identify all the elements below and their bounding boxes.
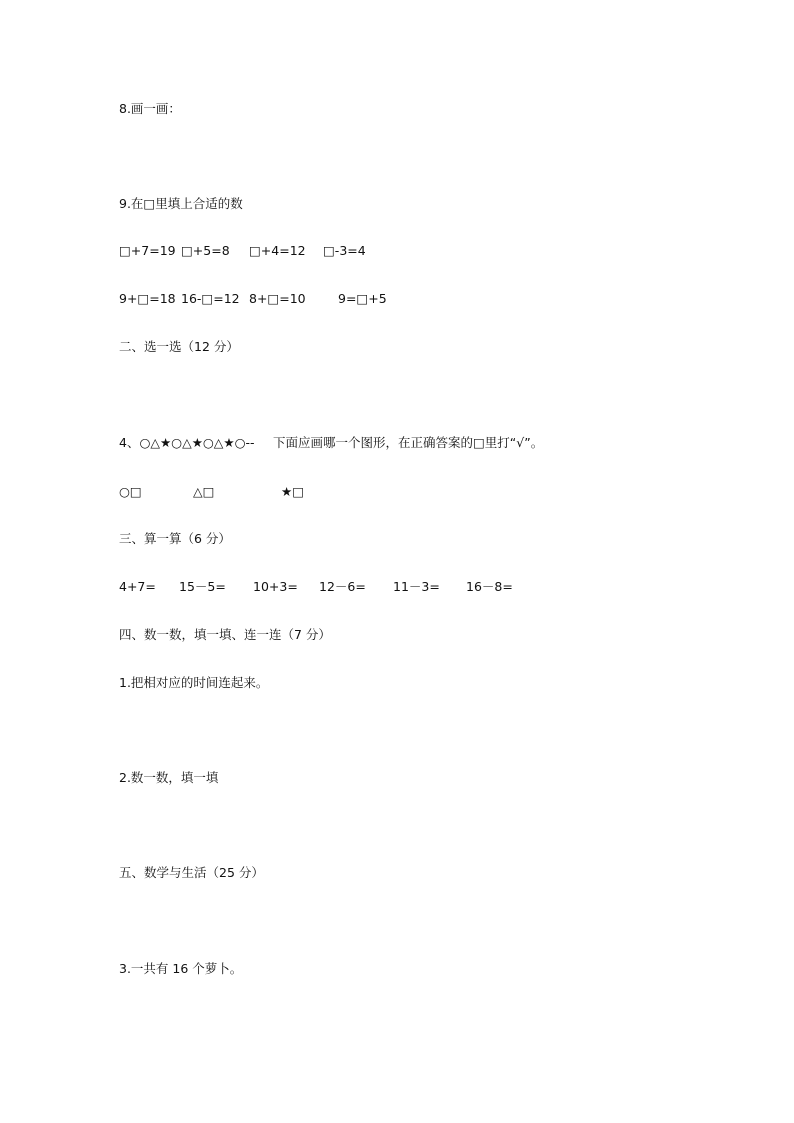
equation: □+7=19	[119, 243, 176, 258]
section-5-q3: 3.一共有 16 个萝卜。	[119, 961, 243, 976]
arithmetic-problem: 11－3=	[393, 579, 440, 594]
section-4-heading: 四、数一数，填一填、连一连（7 分）	[119, 627, 331, 642]
section-3-problems	[119, 579, 679, 595]
section-2-heading: 二、选一选（12 分）	[119, 339, 239, 354]
equation: □+5=8	[181, 243, 230, 258]
equation: 9+□=18	[119, 291, 176, 306]
option-star[interactable]: ★□	[281, 484, 305, 499]
equation: □-3=4	[323, 243, 366, 258]
arithmetic-problem: 15－5=	[179, 579, 226, 594]
equation: □+4=12	[249, 243, 306, 258]
q4-question	[119, 435, 679, 451]
arithmetic-problem: 10+3=	[253, 579, 298, 594]
option-triangle[interactable]: △□	[193, 484, 215, 499]
shape-sequence: 4、○△★○△★○△★○--	[119, 435, 255, 450]
arithmetic-problem: 4+7=	[119, 579, 156, 594]
section-4-q1: 1.把相对应的时间连起来。	[119, 675, 269, 690]
equation: 16-□=12	[181, 291, 240, 306]
q9-title: 9.在□里填上合适的数	[119, 196, 243, 211]
q4-options	[119, 484, 679, 500]
section-4-q2: 2.数一数，填一填	[119, 770, 219, 785]
equation: 9=□+5	[338, 291, 387, 306]
q9-row-2	[119, 291, 679, 307]
section-5-heading: 五、数学与生活（25 分）	[119, 865, 264, 880]
q9-row-1	[119, 243, 679, 259]
arithmetic-problem: 16－8=	[466, 579, 513, 594]
equation: 8+□=10	[249, 291, 306, 306]
q4-prompt: 下面应画哪一个图形，在正确答案的□里打“√”。	[273, 435, 544, 450]
q8-title: 8.画一画：	[119, 101, 181, 116]
option-circle[interactable]: ○□	[119, 484, 142, 499]
section-3-heading: 三、算一算（6 分）	[119, 531, 231, 546]
arithmetic-problem: 12－6=	[319, 579, 366, 594]
